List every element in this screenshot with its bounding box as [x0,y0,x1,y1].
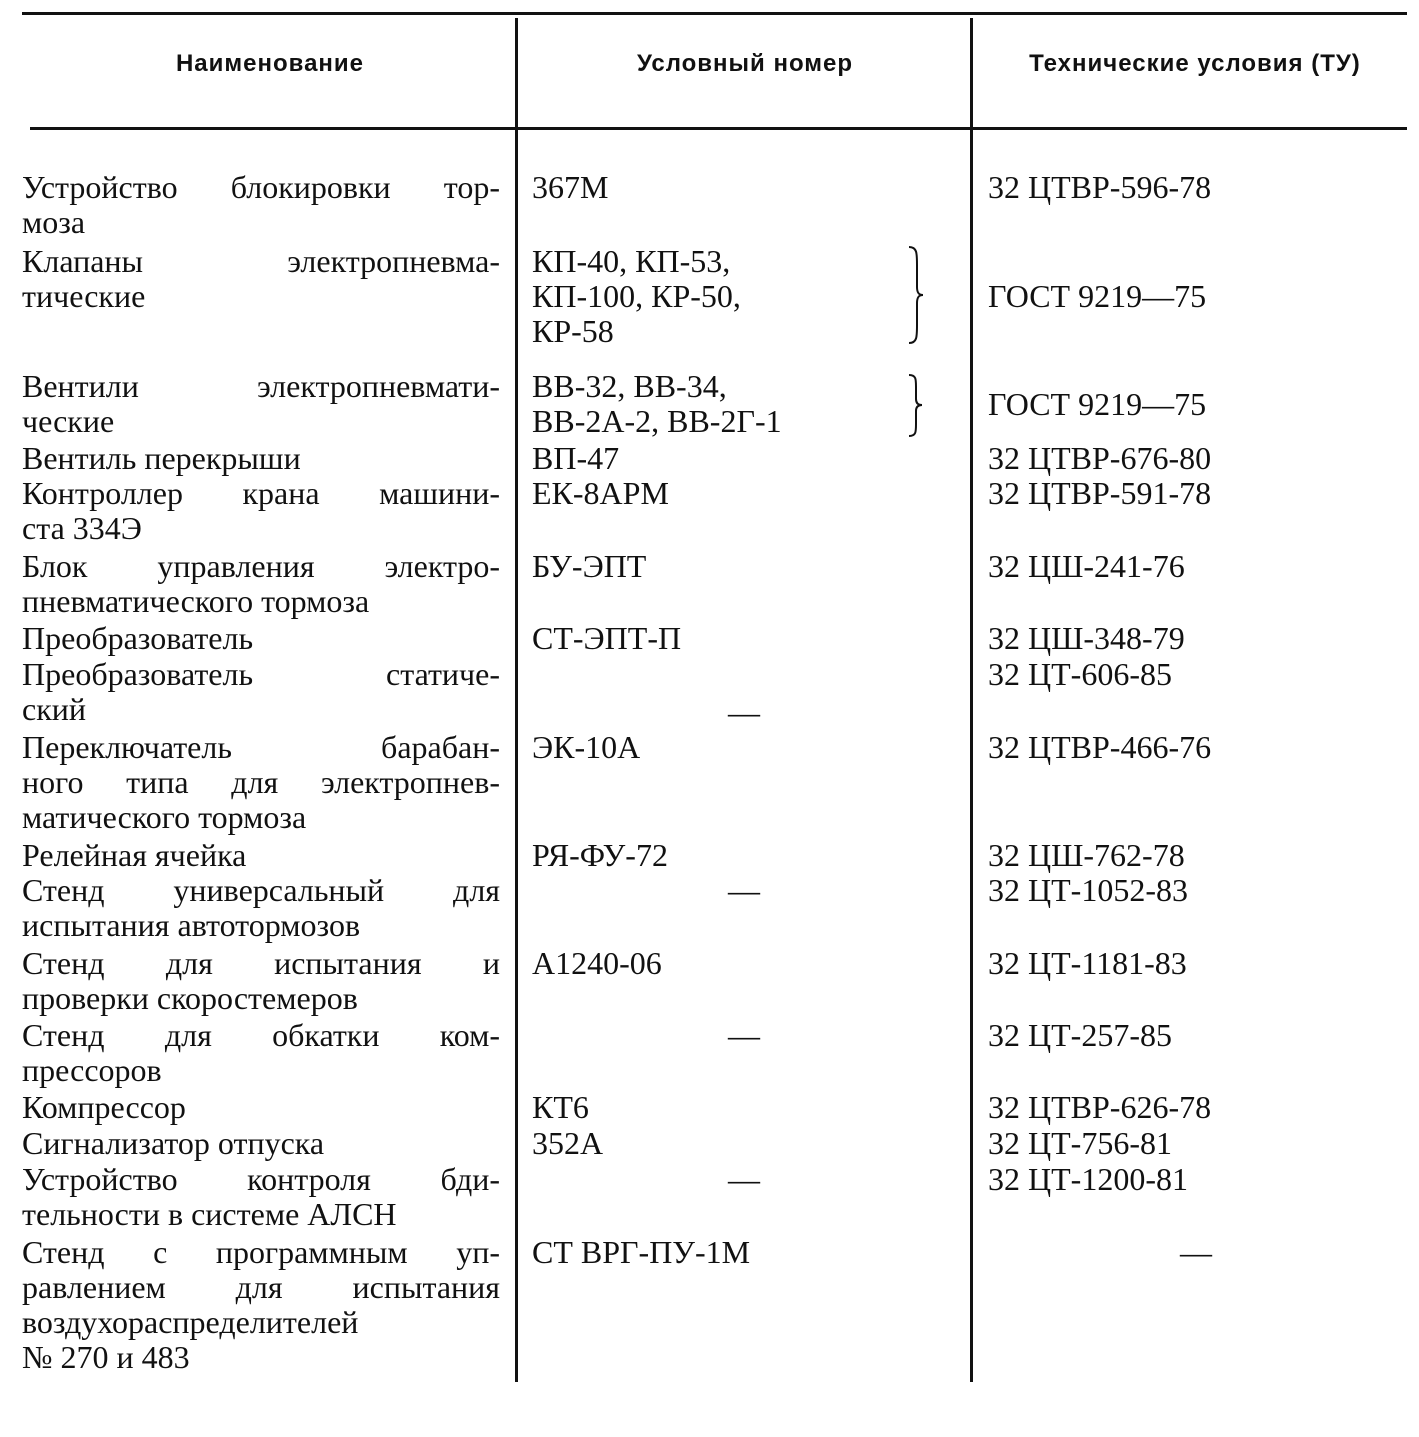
code-line: ВВ-2А-2, ВВ-2Г-1 [532,403,782,439]
code-line: 367М [532,169,609,205]
code-line: КТ6 [532,1089,589,1125]
code-line: СТ ВРГ-ПУ-1М [532,1234,751,1270]
name-line: Контроллер крана машини- [22,475,500,511]
code-cell [532,549,646,584]
name-line: проверки скоростемеров [22,980,358,1016]
name-line: ста 334Э [22,510,142,546]
code-cell: — [728,1161,760,1197]
code-cell: — [728,872,760,908]
spec-cell: 32 ЦШ-762-78 [988,837,1185,873]
spec-cell: — [1180,1234,1212,1270]
code-line: СТ-ЭПТ-П [532,620,682,656]
name-line: ного типа для электропнев- [22,764,500,800]
code-cell [532,1090,589,1125]
code-cell [532,170,608,205]
name-line: равлением для испытания [22,1269,500,1305]
code-line: ЕК-8АРМ [532,475,669,511]
name-line: Переключатель барабан- [22,729,500,765]
name-cell [22,1090,500,1125]
name-line: моза [22,204,86,240]
name-cell [22,621,500,656]
code-line: КР-58 [532,313,614,349]
spec-cell: 32 ЦТВР-596-78 [988,169,1212,205]
name-line: тические [22,278,146,314]
name-cell [22,657,500,727]
spec-cell: 32 ЦТ-1200-81 [988,1161,1188,1197]
name-line: Стенд с программным уп- [22,1234,500,1270]
name-line: Преобразователь [22,620,254,656]
name-line: ский [22,691,86,727]
top-rule [22,12,1407,15]
name-line: Стенд для обкатки ком- [22,1017,500,1053]
code-line: ВВ-32, ВВ-34, [532,368,727,404]
name-line: Компрессор [22,1089,186,1125]
name-line: ческие [22,403,115,439]
code-cell [532,730,640,765]
spec-cell: 32 ЦТ-606-85 [988,656,1172,692]
name-line: Вентиль перекрыши [22,440,301,476]
name-cell [22,369,500,439]
name-cell [22,838,500,873]
code-line: КП-100, КР-50, [532,278,741,314]
name-line: пневматического тормоза [22,583,370,619]
spec-cell: 32 ЦТВР-466-76 [988,729,1212,765]
code-cell [532,369,782,439]
name-line: Устройство блокировки тор- [22,169,500,205]
name-line: Клапаны электропневма- [22,243,500,279]
name-line: Стенд универсальный для [22,872,500,908]
name-cell [22,476,500,546]
column-divider-2 [970,18,973,1382]
name-cell [22,873,500,943]
name-line: тельности в системе АЛСН [22,1196,397,1232]
code-cell [532,244,741,349]
name-line: Устройство контроля бди- [22,1161,500,1197]
name-line: матического тормоза [22,799,307,835]
code-line: ЭК-10А [532,729,641,765]
name-line: Сигнализатор отпуска [22,1125,325,1161]
code-cell [532,1126,603,1161]
name-cell [22,1126,500,1161]
name-cell [22,1235,500,1375]
name-line: прессоров [22,1052,162,1088]
column-divider-1 [515,18,518,1382]
code-line: КП-40, КП-53, [532,243,731,279]
code-cell [532,476,669,511]
code-line: БУ-ЭПТ [532,548,647,584]
code-cell [532,621,681,656]
header-spec: Технические условия (ТУ) [1029,50,1361,77]
name-line: воздухораспределителей [22,1304,359,1340]
spec-cell: 32 ЦШ-348-79 [988,620,1185,656]
name-cell [22,1018,500,1088]
code-cell [532,946,662,981]
name-line: № 270 и 483 [22,1339,190,1375]
header-name: Наименование [175,50,365,77]
spec-cell: ГОСТ 9219—75 [988,278,1207,314]
code-cell [532,838,668,873]
name-line: Преобразователь статиче- [22,656,500,692]
brace-icon [905,373,925,438]
code-line: РЯ-ФУ-72 [532,837,668,873]
name-line: Вентили электропневмати- [22,368,500,404]
name-cell [22,244,500,314]
header-code: Условный номер [636,50,854,77]
header-bottom-rule [30,127,1407,130]
code-cell: — [728,1017,760,1053]
code-line: ВП-47 [532,440,620,476]
name-cell [22,730,500,835]
spec-cell: 32 ЦТ-1052-83 [988,872,1188,908]
spec-cell: 32 ЦТ-257-85 [988,1017,1172,1053]
name-cell [22,170,500,240]
spec-cell: 32 ЦТВР-626-78 [988,1089,1212,1125]
name-line: Блок управления электро- [22,548,500,584]
code-line: А1240-06 [532,945,662,981]
spec-cell: ГОСТ 9219—75 [988,386,1207,422]
spec-cell: 32 ЦТ-756-81 [988,1125,1172,1161]
name-line: Релейная ячейка [22,837,247,873]
spec-cell: 32 ЦТВР-591-78 [988,475,1212,511]
name-cell [22,549,500,619]
name-line: испытания автотормозов [22,907,361,943]
spec-cell: 32 ЦТ-1181-83 [988,945,1187,981]
code-cell [532,1235,750,1270]
spec-cell: 32 ЦТВР-676-80 [988,440,1212,476]
name-cell [22,441,500,476]
name-cell [22,1162,500,1232]
code-line: 352А [532,1125,604,1161]
code-cell: — [728,694,760,730]
name-cell [22,946,500,1016]
spec-cell: 32 ЦШ-241-76 [988,548,1185,584]
code-cell [532,441,619,476]
name-line: Стенд для испытания и [22,945,500,981]
brace-icon [905,245,925,345]
